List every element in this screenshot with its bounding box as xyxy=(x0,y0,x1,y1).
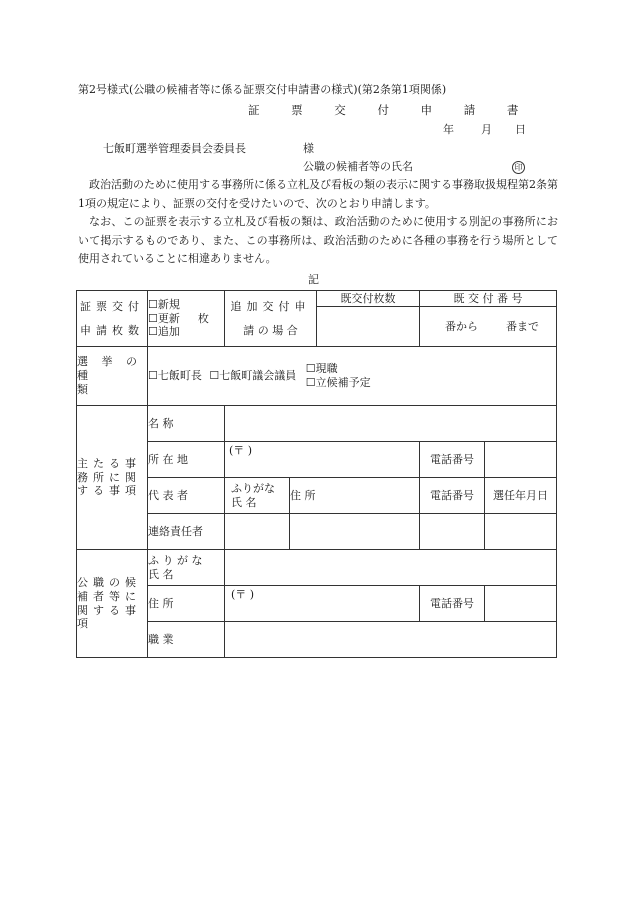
contact-appointed-date-field[interactable] xyxy=(485,514,557,550)
contact-person-label: 連絡責任者 xyxy=(148,514,225,550)
appointed-date-header: 選任年月日 xyxy=(485,478,557,514)
representative-label: 代 表 者 xyxy=(148,478,225,514)
candidate-name-field[interactable] xyxy=(225,550,557,586)
date-month-label: 月 xyxy=(481,123,492,136)
issued-number-field[interactable] xyxy=(420,307,557,347)
candidate-info-label: 公職の候 補者等に 関する事 項 xyxy=(77,550,148,658)
issued-number-header: 既 交 付 番 号 xyxy=(420,291,557,307)
addressee: 七飯町選挙管理委員会委員長 xyxy=(103,142,246,155)
assembly-checkbox[interactable]: ☐七飯町議会議員 xyxy=(209,369,297,383)
ki-label: 記 xyxy=(308,273,319,286)
honorific: 様 xyxy=(303,142,314,155)
election-type-label: 選 挙 の 種 類 xyxy=(77,347,148,406)
mayor-checkbox[interactable]: ☐七飯町長 xyxy=(148,369,202,383)
document-title: 証 票 交 付 申 請 書 xyxy=(248,103,533,117)
issue-type-options xyxy=(148,291,225,347)
incumbent-checkbox[interactable]: ☐現職 xyxy=(305,362,338,376)
representative-phone-header: 電話番号 xyxy=(420,478,485,514)
from-label: 番から xyxy=(445,319,478,333)
office-phone-label: 電話番号 xyxy=(420,442,485,478)
form-reference: 第2号様式(公職の候補者等に係る証票交付申請書の様式)(第2条第1項関係) xyxy=(78,83,447,96)
candidate-occupation-field[interactable] xyxy=(225,622,557,658)
contact-phone-field[interactable] xyxy=(420,514,485,550)
application-statement: 政治活動のために使用する事務所に係る立札及び看板の類の表示に関する事務取扱規程第2条第1項の規定により、証票の交付を受けたいので、次のとおり申請します。 xyxy=(78,178,558,210)
candidate-name-label: ふ り が な 氏 名 xyxy=(148,550,225,586)
add-checkbox[interactable]: ☐追加 xyxy=(148,325,180,339)
declaration-statement: なお、この証票を表示する立札及び看板の類は、政治活動のために使用する別記の事務所において掲示するものであり、また、この事務所は、政治活動のために各種の事務を行う場所として使用されていることに相違ありません。 xyxy=(78,215,558,266)
issued-count-field[interactable] xyxy=(317,307,420,347)
representative-name-header: ふりがな 氏 名 xyxy=(225,478,290,514)
contact-address-field[interactable] xyxy=(290,514,420,550)
office-name-label: 名 称 xyxy=(148,406,225,442)
seal-char: 印 xyxy=(512,161,525,174)
application-form-table xyxy=(76,290,557,658)
office-location-label: 所 在 地 xyxy=(148,442,225,478)
representative-address-header: 住 所 xyxy=(290,478,420,514)
sheets-unit: 枚 xyxy=(197,311,209,325)
issue-count-label: 証票交付 申請枚数 xyxy=(77,291,148,347)
candidate-occupation-label: 職 業 xyxy=(148,622,225,658)
candidate-phone-label: 電話番号 xyxy=(420,586,485,622)
candidate-address-label: 住 所 xyxy=(148,586,225,622)
date-year-label: 年 xyxy=(443,123,454,136)
election-type-options xyxy=(148,347,557,406)
main-office-label: 主たる事 務所に関 する事項 xyxy=(77,406,148,550)
office-name-field[interactable] xyxy=(225,406,557,442)
candidate-address-field[interactable]: (〒 ) xyxy=(225,586,420,622)
issued-count-header: 既交付枚数 xyxy=(317,291,420,307)
office-location-field[interactable]: (〒 ) xyxy=(225,442,420,478)
renew-checkbox[interactable]: ☐更新 枚 xyxy=(148,311,209,325)
to-label: 番まで xyxy=(506,319,539,333)
seal-icon xyxy=(512,161,525,174)
office-phone-field[interactable] xyxy=(485,442,557,478)
applicant-name-label: 公職の候補者等の氏名 xyxy=(303,160,413,173)
contact-name-field[interactable] xyxy=(225,514,290,550)
new-checkbox[interactable]: ☐新規 xyxy=(148,297,180,311)
date-day-label: 日 xyxy=(515,123,526,136)
additional-issue-label: 追加交付申 請 の 場 合 xyxy=(225,291,317,347)
candidate-phone-field[interactable] xyxy=(485,586,557,622)
candidate-checkbox[interactable]: ☐立候補予定 xyxy=(305,376,371,389)
